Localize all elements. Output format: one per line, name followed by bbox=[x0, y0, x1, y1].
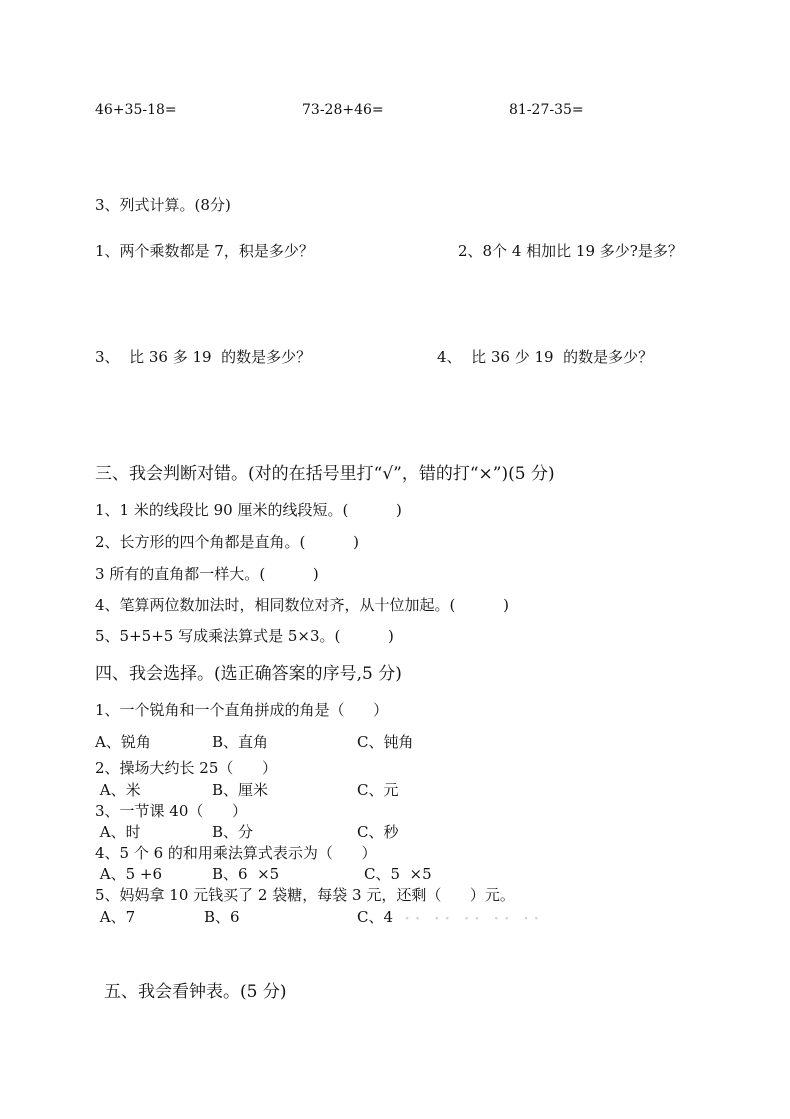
calc-expression-1: 46+35-18= bbox=[95, 102, 177, 118]
choice-section-heading: 四、我会选择。(选正确答案的序号,5 分) bbox=[95, 664, 402, 684]
choice-option-1b: B、直角 bbox=[212, 733, 269, 751]
faint-watermark: ∙∙ ∙∙ ∙∙ ∙∙ ∙∙ bbox=[405, 914, 545, 924]
choice-question-5: 5、妈妈拿 10 元钱买了 2 袋糖，每袋 3 元，还剩（ ）元。 bbox=[95, 886, 515, 904]
judge-item-5: 5、5+5+5 写成乘法算式是 5×3。( ) bbox=[95, 627, 394, 645]
word-problem-2: 2、8个 4 相加比 19 多少?是多？ bbox=[458, 242, 683, 260]
word-problem-1: 1、两个乘数都是 7，积是多少？ bbox=[95, 242, 314, 260]
choice-option-2c: C、元 bbox=[357, 781, 399, 799]
word-problem-4: 4、 比 36 少 19 的数是多少？ bbox=[437, 348, 654, 366]
choice-question-2: 2、操场大约长 25（ ） bbox=[95, 759, 278, 777]
choice-question-4: 4、5 个 6 的和用乘法算式表示为（ ） bbox=[95, 844, 377, 862]
choice-option-4b: B、6 ×5 bbox=[212, 865, 280, 883]
choice-option-5c: C、4 bbox=[357, 908, 394, 926]
calc-expression-3: 81-27-35= bbox=[509, 102, 584, 118]
choice-option-3b: B、分 bbox=[212, 823, 254, 841]
choice-option-5a: A、7 bbox=[95, 908, 136, 926]
choice-question-3: 3、一节课 40（ ） bbox=[95, 802, 248, 820]
judge-item-2: 2、长方形的四个角都是直角。( ) bbox=[95, 533, 359, 551]
judge-item-4: 4、笔算两位数加法时，相同数位对齐，从十位加起。( ) bbox=[95, 596, 509, 614]
judge-section-heading: 三、我会判断对错。(对的在括号里打“√”，错的打“×”)(5 分) bbox=[95, 464, 555, 484]
choice-option-2b: B、厘米 bbox=[212, 781, 269, 799]
section3-heading: 3、列式计算。(8分) bbox=[95, 196, 231, 214]
choice-option-2a: A、米 bbox=[95, 781, 141, 799]
judge-item-1: 1、1 米的线段比 90 厘米的线段短。( ) bbox=[95, 501, 402, 519]
word-problem-3: 3、 比 36 多 19 的数是多少？ bbox=[95, 348, 312, 366]
judge-item-3: 3 所有的直角都一样大。( ) bbox=[95, 565, 319, 583]
clock-section-heading: 五、我会看钟表。(5 分) bbox=[104, 982, 287, 1002]
choice-option-1c: C、钝角 bbox=[357, 733, 414, 751]
choice-option-3a: A、时 bbox=[95, 823, 141, 841]
calc-expression-2: 73-28+46= bbox=[302, 102, 384, 118]
choice-option-4a: A、5 +6 bbox=[95, 865, 163, 883]
choice-option-3c: C、秒 bbox=[357, 823, 399, 841]
choice-option-1a: A、锐角 bbox=[95, 733, 151, 751]
choice-option-4c: C、5 ×5 bbox=[364, 865, 432, 883]
choice-option-5b: B、6 bbox=[204, 908, 240, 926]
choice-question-1: 1、一个锐角和一个直角拼成的角是（ ） bbox=[95, 701, 389, 719]
